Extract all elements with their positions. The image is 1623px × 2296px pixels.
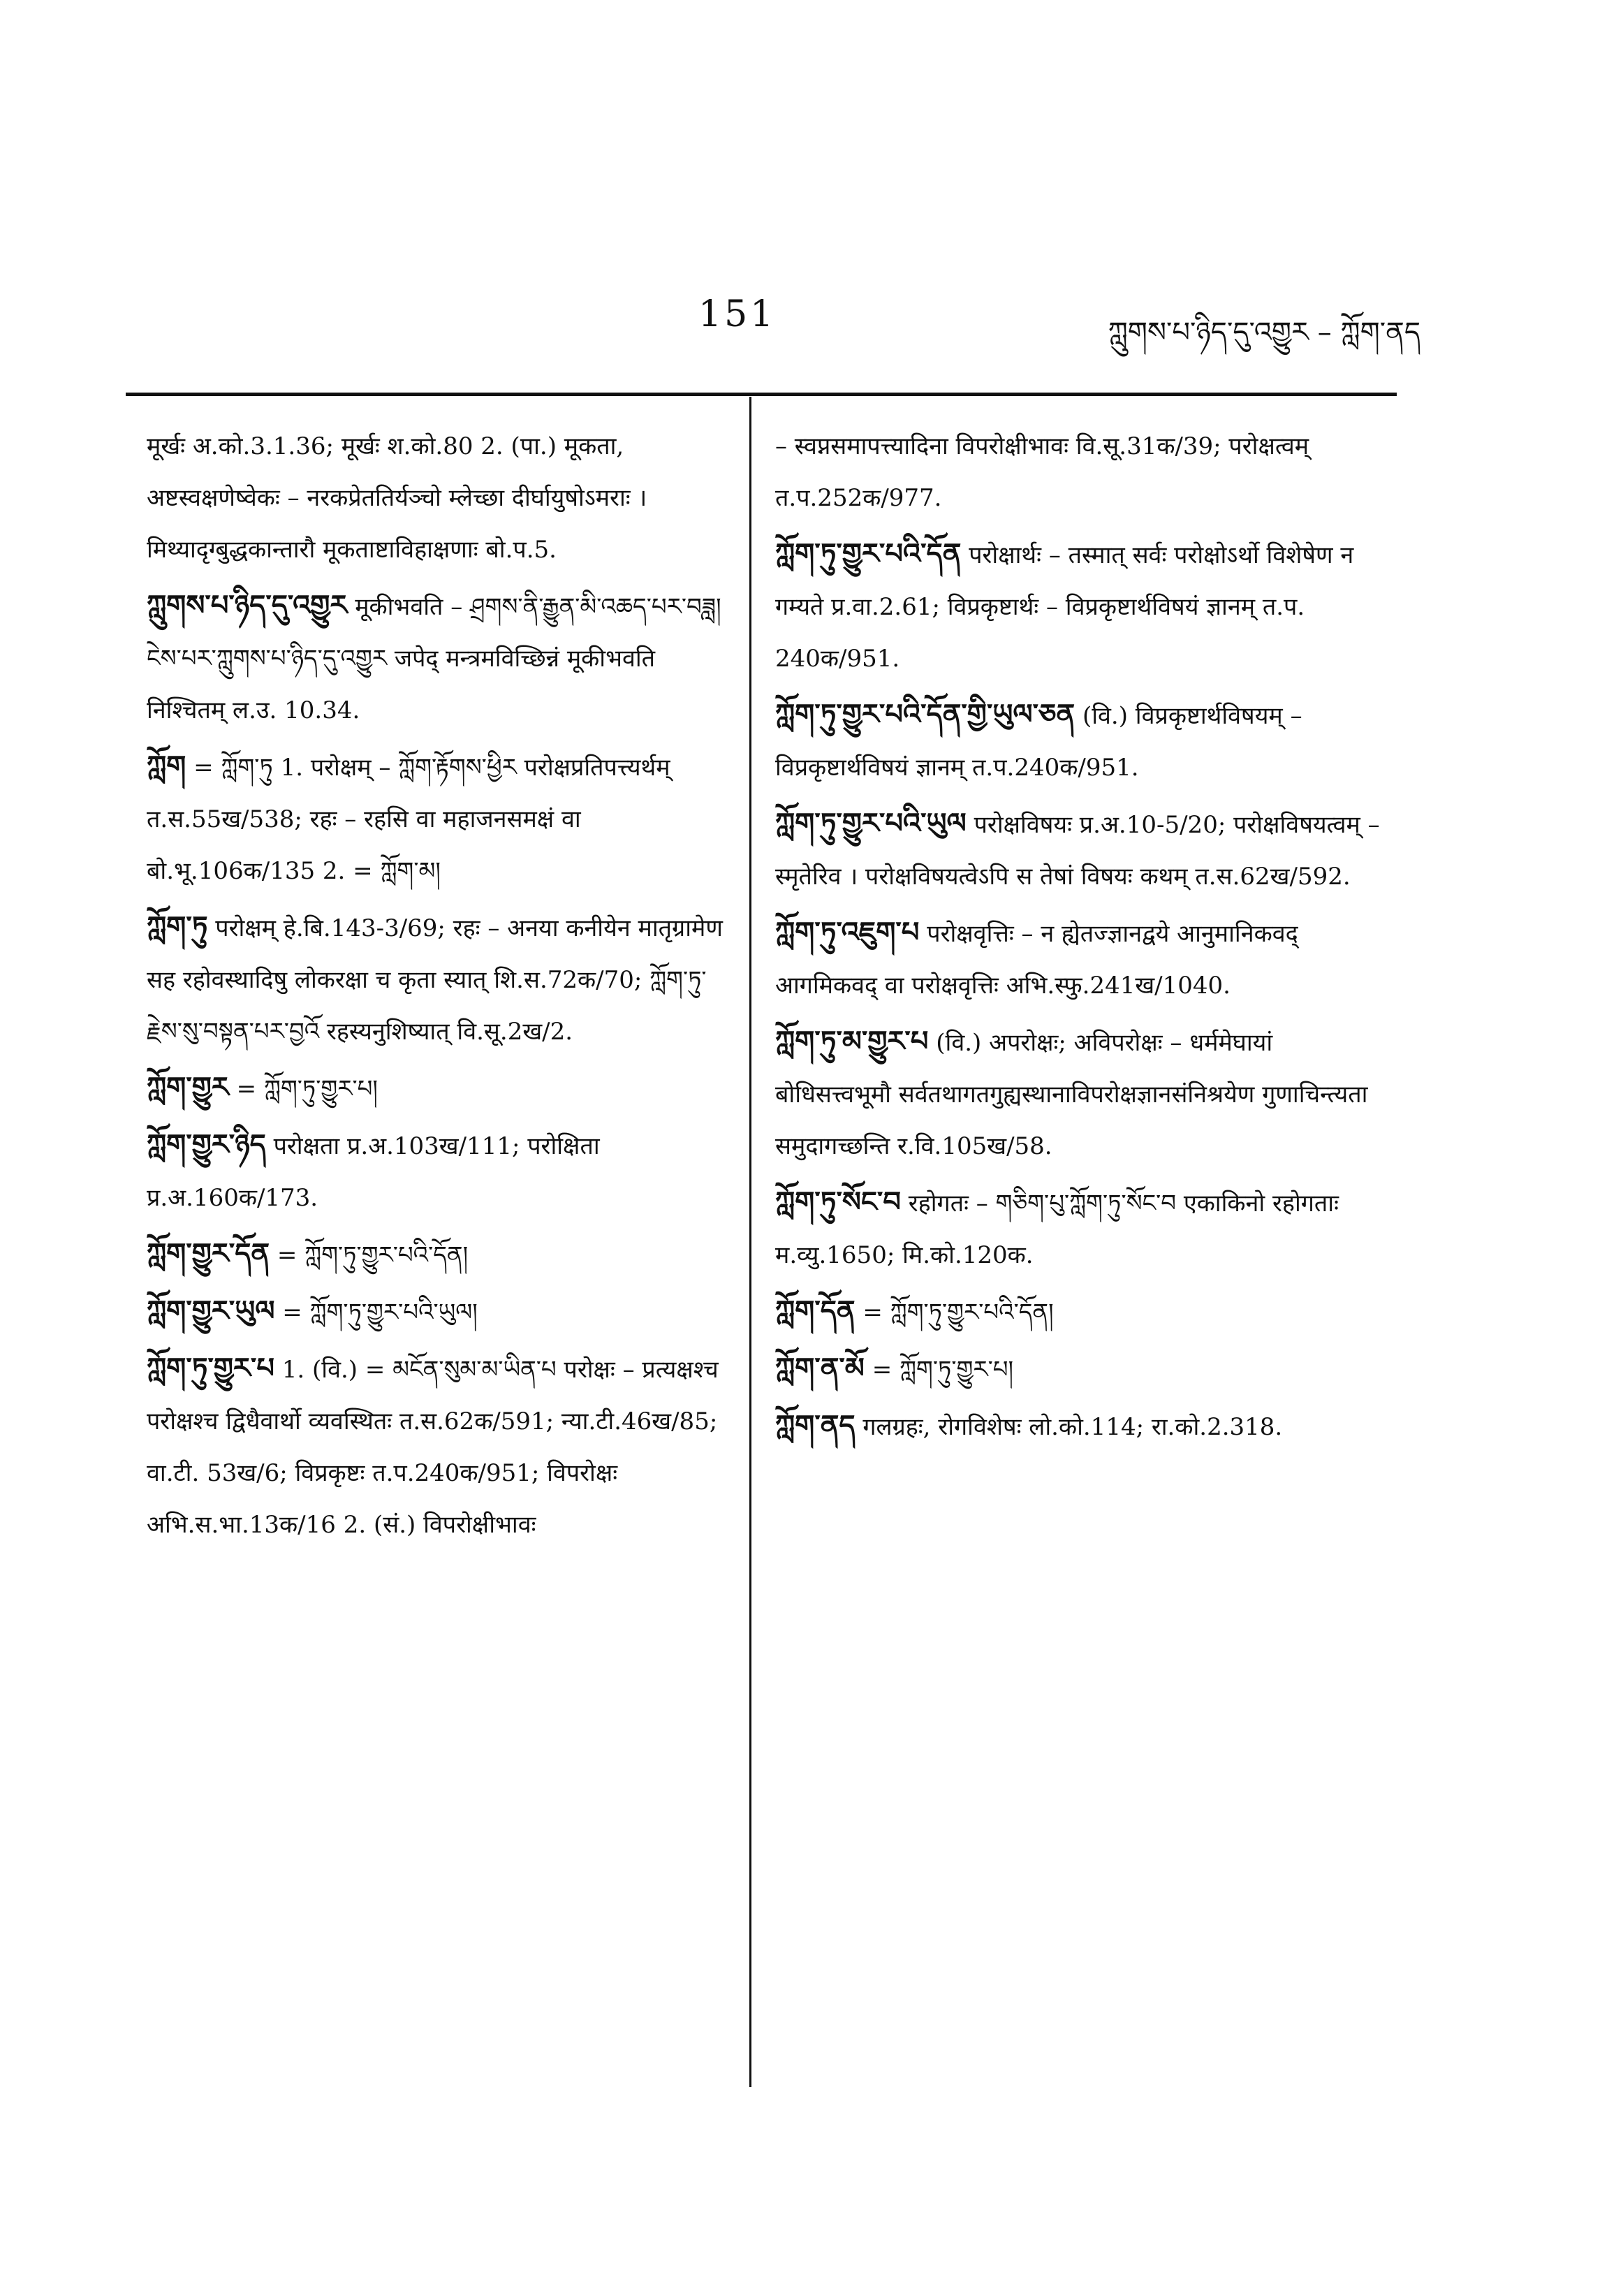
- entry-headword: ཀློག་ཏུ་གྱུར་པ: [147, 1352, 274, 1384]
- dictionary-entry: [775, 528, 1390, 685]
- dictionary-entry: [147, 1285, 726, 1338]
- dictionary-entry: [775, 798, 1390, 902]
- entry-text: परोक्षम् हे.बि.143-3/69; रहः – अनया कनीयेन मातृग्रामेण सह रहोवस्थादिषु लोकरक्षा च कृता स्यात् शि.स.72क/70; ཀློག་ཏུ་ རྗེས་སུ་བསྟན་པར་བྱའོ रहस्यनुशिष्यात् वि.सू.2ख/2.: [147, 914, 723, 1046]
- page-number: 151: [698, 293, 777, 335]
- entry-text: = ཀློག་ཏུ་གྱུར་པའི་དོན།: [277, 1241, 469, 1269]
- running-head: ཀླུགས་པ་ཉིད་དུ་འགྱུར – ཀློག་ནད: [1108, 316, 1420, 349]
- entry-headword: ཀློག་ཏུ་གྱུར་པའི་དོན: [775, 537, 962, 570]
- dictionary-entry: [775, 1343, 1390, 1396]
- entry-text: गलग्रहः, रोगविशेषः लो.को.114; रा.को.2.318.: [862, 1413, 1283, 1441]
- dictionary-entry: [775, 907, 1390, 1011]
- entry-headword: ཀློག་ནད: [775, 1409, 855, 1442]
- dictionary-entry: [147, 1228, 726, 1281]
- entry-headword: ཀློག་གྱུར་དོན: [147, 1237, 270, 1270]
- entry-text: = ཀློག་ཏུ་གྱུར་པའི་དོན།: [862, 1299, 1054, 1326]
- entry-text: मूकीभवति – ཤྲགས་ནི་རྒྱུན་མི་འཆད་པར་བཟླ། ངེས་པར་ཀླུགས་པ་ཉིད་དུ་འགྱུར जपेद् मन्त्रमविच्छिन्नं मूकीभवति निश्चितम् ल.उ. 10.34.: [147, 593, 721, 724]
- dictionary-entry: [147, 1343, 726, 1551]
- entry-text: मूर्खः अ.को.3.1.36; मूर्खः श.को.80 2. (पा.) मूकता, अष्टस्वक्षणेष्वेकः – नरकप्रेततिर्यञ्चो म्लेच्छा दीर्घायुषोऽमराः । मिथ्यादृग्बुद्धकान्तारौ मूकताष्टाविहाक्षणाः बो.प.5.: [147, 432, 647, 564]
- entry-headword: ཀློག་ཏུ་འཇུག་པ: [775, 916, 920, 949]
- entry-text: परोक्षवृत्तिः – न ह्येतज्ज्ञानद्वये आनुमानिकवद् आगमिकवद् वा परोक्षवृत्तिः अभि.स्फु.241ख/1040.: [775, 920, 1298, 1000]
- dictionary-entry: [147, 901, 726, 1058]
- entry-headword: ཀློག་གྱུར་ཡུལ: [147, 1294, 275, 1327]
- entry-headword: ཀློག་དོན: [775, 1294, 855, 1327]
- entry-text: परोक्षता प्र.अ.103ख/111; परोक्षिता प्र.अ.160क/173.: [147, 1132, 600, 1212]
- entry-text: परोक्षविषयः प्र.अ.10-5/20; परोक्षविषयत्वम् – स्मृतेरिव । परोक्षविषयत्वेऽपि स तेषां विषयः कथम् त.स.62ख/592.: [775, 811, 1380, 891]
- entry-text: – स्वप्नसमापत्त्यादिना विपरोक्षीभावः वि.सू.31क/39; परोक्षत्वम् त.प.252क/977.: [775, 432, 1309, 512]
- dictionary-entry: [775, 419, 1390, 524]
- entry-headword: ཀློག་གྱུར: [147, 1071, 229, 1104]
- dictionary-entry: [147, 1119, 726, 1224]
- entry-text: परोक्षार्थः – तस्मात् सर्वः परोक्षोऽर्थो विशेषेण न गम्यते प्र.वा.2.61; विप्रकृष्टार्थः – विप्रकृष्टार्थविषयं ज्ञानम् त.प. 240क/951.: [775, 541, 1354, 673]
- entry-text: = ཀློག་ཏུ 1. परोक्षम् – ཀློག་རྟོགས་ཕྱིར परोक्षप्रतिपत्त्यर्थम् त.स.55ख/538; रहः – रहसि वा महाजनसमक्षं वा बो.भू.106क/135 2. = ཀློག་མ།: [147, 754, 670, 885]
- dictionary-entry: [147, 740, 726, 897]
- entry-headword: ཀློག་ཏུ་གྱུར་པའི་ཡུལ: [775, 807, 967, 840]
- entry-text: (वि.) विप्रकृष्टार्थविषयम् – विप्रकृष्टार्थविषयं ज्ञानम् त.प.240क/951.: [775, 702, 1302, 782]
- entry-headword: ཀློག་ཏུ་གྱུར་པའི་དོན་གྱི་ཡུལ་ཅན: [775, 698, 1075, 731]
- entry-headword: ཀླུགས་པ་ཉིད་དུ་འགྱུར: [147, 589, 348, 622]
- entry-text: = ཀློག་ཏུ་གྱུར་པའི་ཡུལ།: [282, 1299, 478, 1326]
- entry-text: (वि.) अपरोक्षः; अविपरोक्षः – धर्ममेघायां बोधिसत्त्वभूमौ सर्वतथागतगुह्यस्थानाविपरोक्षज्ञानसंनिश्रयेण गुणाचिन्त्यता समुदागच्छन्ति र.वि.105ख/58.: [775, 1029, 1368, 1160]
- dictionary-entry: [775, 1016, 1390, 1172]
- entry-headword: ཀློག་གྱུར་ཉིད: [147, 1128, 266, 1161]
- entry-headword: ཀློག་ཏུ: [147, 910, 208, 943]
- right-column: [775, 419, 1390, 1457]
- entry-headword: ཀློག་ཏུ་མ་གྱུར་པ: [775, 1025, 929, 1058]
- dictionary-entry: [147, 580, 726, 736]
- column-divider: [749, 397, 751, 2087]
- entry-text: = ཀློག་ཏུ་གྱུར་པ།: [236, 1075, 378, 1103]
- entry-headword: ཀློག་ཏུ་སོང་བ: [775, 1185, 901, 1218]
- entry-headword: ཀློག་ན་མོ: [775, 1352, 865, 1384]
- entry-headword: ཀློག: [147, 750, 186, 782]
- dictionary-entry: [147, 419, 726, 576]
- top-rule: [126, 393, 1397, 396]
- dictionary-entry: [147, 1062, 726, 1115]
- entry-text: 1. (वि.) = མངོན་སུམ་མ་ཡིན་པ परोक्षः – प्रत्यक्षश्च परोक्षश्च द्विधैवार्थो व्यवस्थितः त.स.62क/591; न्या.टी.46ख/85; वा.टी. 53ख/6; विप्रकृष्टः त.प.240क/951; विपरोक्षः अभि.स.भा.13क/16 2. (सं.) विपरोक्षीभावः: [147, 1356, 719, 1539]
- dictionary-entry: [775, 689, 1390, 794]
- entry-text: = ཀློག་ཏུ་གྱུར་པ།: [872, 1356, 1014, 1384]
- dictionary-entry: [775, 1176, 1390, 1281]
- entry-text: रहोगतः – གཅིག་པུ་ཀློག་ཏུ་སོང་བ एकाकिनो रहोगताः म.व्यु.1650; मि.को.120क.: [775, 1190, 1339, 1269]
- dictionary-entry: [775, 1285, 1390, 1338]
- left-column: [147, 419, 726, 1555]
- dictionary-entry: [775, 1400, 1390, 1453]
